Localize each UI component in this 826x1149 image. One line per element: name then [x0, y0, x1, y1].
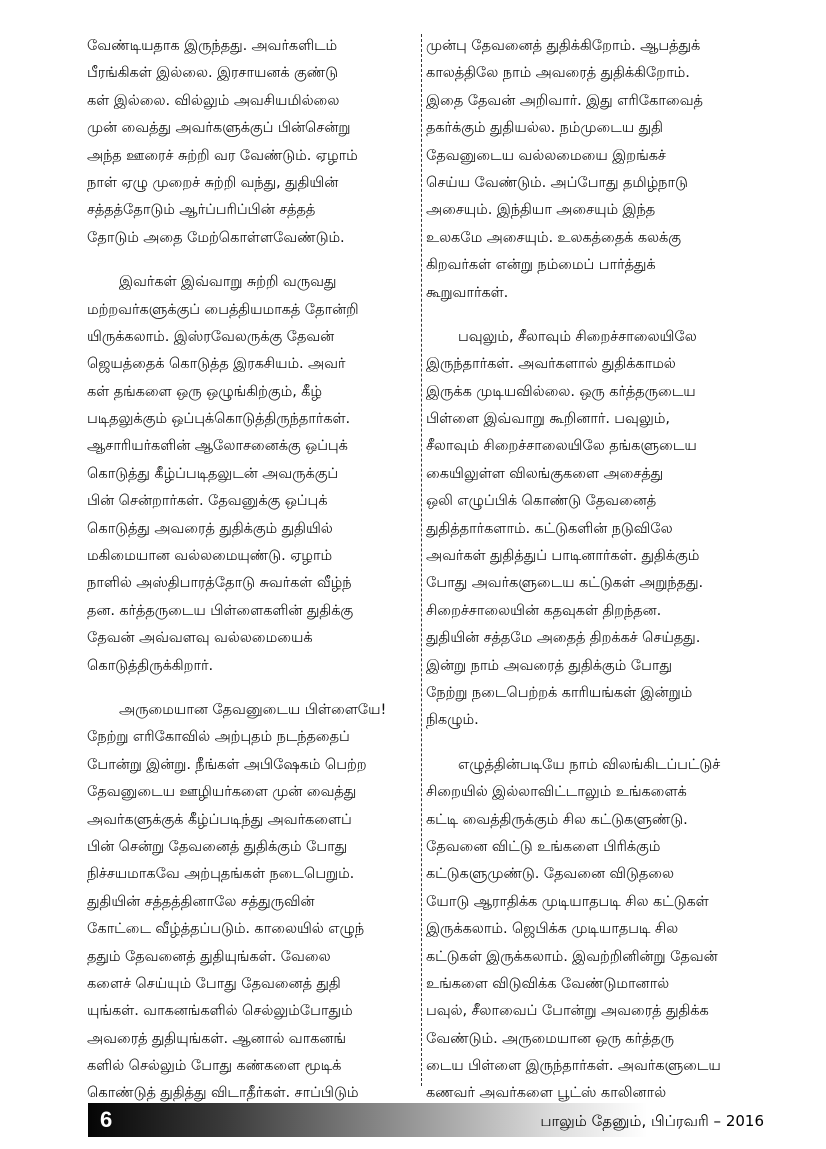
text-line: படிதலுக்கும் ஒப்புக்கொடுத்திருந்தார்கள். — [87, 410, 351, 428]
text-line: நிகழும். — [426, 711, 479, 729]
text-line: கையிலுள்ள விலங்குகளை அசைத்து — [426, 464, 664, 482]
text-line: கள் தங்களை ஒரு ஒழுங்கிற்கும், கீழ் — [87, 382, 322, 400]
text-line: களில் செல்லும் போது கண்களை மூடிக் — [87, 1057, 342, 1075]
text-line: வேண்டியதாக இருந்தது. அவர்களிடம் — [87, 37, 338, 54]
text-line: கொடுத்து கீழ்ப்படிதலுடன் அவருக்குப் — [87, 464, 339, 482]
text-line: பின் சென்றார்கள். தேவனுக்கு ஒப்புக் — [87, 492, 328, 510]
text-line: போது அவர்களுடைய கட்டுகள் அறுந்தது. — [426, 574, 703, 592]
text-line: எழுத்தின்படியே நாம் விலங்கிடப்பட்டுச் — [458, 755, 721, 773]
text-line: உங்களை விடுவிக்க வேண்டுமானால் — [426, 974, 670, 992]
text-line: கட்டி வைத்திருக்கும் சில கட்டுகளுண்டு. — [426, 810, 688, 828]
text-line: யிருக்கலாம். இஸ்ரவேலருக்கு தேவன் — [87, 327, 335, 345]
right-column-paragraph — [426, 32, 758, 306]
column-divider — [421, 34, 422, 1086]
text-line: பின் சென்று தேவனைத் துதிக்கும் போது — [87, 837, 348, 855]
text-line: நாள் ஏழு முறைச் சுற்றி வந்து, துதியின் — [87, 173, 339, 191]
text-line: முன்பு தேவனைத் துதிக்கிறோம். ஆபத்துக் — [426, 37, 701, 54]
text-line: அவர்களுக்குக் கீழ்ப்படிந்து அவர்களைப் — [87, 810, 352, 828]
right-column — [426, 32, 758, 1124]
text-line: சீலாவும் சிறைச்சாலையிலே தங்களுடைய — [426, 437, 697, 455]
text-line: உலகமே அசையும். உலகத்தைக் கலக்கு — [426, 228, 681, 246]
text-line: அவர்கள் துதித்துப் பாடினார்கள். துதிக்கும் — [426, 547, 700, 565]
text-line: நேற்று நடைபெற்றக் காரியங்கள் இன்றும் — [426, 683, 693, 701]
text-line: மகிமையான வல்லமையுண்டு. ஏழாம் — [87, 547, 333, 565]
text-line: கொடுத்திருக்கிறார். — [87, 656, 213, 674]
text-line: பிள்ளை இவ்வாறு கூறினார். பவுலும், — [426, 410, 670, 428]
footer-magazine-title: பாலும் தேனும், பிப்ரவரி – 2016 — [540, 1112, 764, 1130]
text-line: காலத்திலே நாம் அவரைத் துதிக்கிறோம். — [426, 64, 690, 82]
text-line: அசையும். இந்தியா அசையும் இந்த — [426, 201, 656, 219]
text-line: தேவனை விட்டு உங்களை பிரிக்கும் — [426, 837, 661, 855]
text-line: யோடு ஆராதிக்க முடியாதபடி சில கட்டுகள் — [426, 892, 709, 910]
text-line: சத்தத்தோடும் ஆர்ப்பரிப்பின் சத்தத் — [87, 201, 316, 219]
text-line: இருந்தார்கள். அவர்களால் துதிக்காமல் — [426, 355, 676, 373]
text-line: அவரைத் துதியுங்கள். ஆனால் வாகனங் — [87, 1029, 347, 1047]
text-line: செய்ய வேண்டும். அப்போது தமிழ்நாடு — [426, 173, 688, 191]
text-line: பவுல், சீலாவைப் போன்று அவரைத் துதிக்க — [426, 1002, 709, 1020]
text-line: நிச்சயமாகவே அற்புதங்கள் நடைபெறும். — [87, 865, 355, 883]
text-line: பீரங்கிகள் இல்லை. இரசாயனக் குண்டு — [87, 64, 339, 82]
text-line: ததும் தேவனைத் துதியுங்கள். வேலை — [87, 947, 331, 965]
left-column-paragraph — [87, 32, 419, 251]
text-line: கட்டுகள் இருக்கலாம். இவற்றினின்று தேவன் — [426, 947, 718, 965]
text-line: வேண்டும். அருமையான ஒரு கர்த்தரு — [426, 1029, 675, 1047]
text-line: பவுலும், சீலாவும் சிறைச்சாலையிலே — [458, 327, 697, 345]
text-line: அந்த ஊரைச் சுற்றி வர வேண்டும். ஏழாம் — [87, 146, 358, 164]
text-line: துதியின் சத்தமே அதைத் திறக்கச் செய்தது. — [426, 629, 701, 647]
text-line: கோட்டை வீழ்த்தப்படும். காலையில் எழுந் — [87, 920, 365, 938]
text-line: கிறவர்கள் என்று நம்மைப் பார்த்துக் — [426, 256, 656, 274]
left-column — [87, 32, 419, 1124]
text-line: இதை தேவன் அறிவார். இது எரிகோவைத் — [426, 91, 703, 109]
text-line: இன்று நாம் அவரைத் துதிக்கும் போது — [426, 656, 672, 674]
text-line: யுங்கள். வாகனங்களில் செல்லும்போதும் — [87, 1002, 353, 1020]
text-line: கொடுத்து அவரைத் துதிக்கும் துதியில் — [87, 519, 333, 537]
text-line: தகர்க்கும் துதியல்ல. நம்முடைய துதி — [426, 119, 663, 137]
text-line: இருக்கலாம். ஜெபிக்க முடியாதபடி சில — [426, 920, 679, 938]
text-line: முன் வைத்து அவர்களுக்குப் பின்சென்று — [87, 119, 351, 137]
text-line: கட்டுகளுமுண்டு. தேவனை விடுதலை — [426, 865, 675, 883]
text-line: நாளில் அஸ்திபாரத்தோடு சுவர்கள் வீழ்ந் — [87, 574, 352, 592]
text-line: போன்று இன்று. நீங்கள் அபிஷேகம் பெற்ற — [87, 755, 367, 773]
text-line: துதியின் சத்தத்தினாலே சத்துருவின் — [87, 892, 315, 910]
text-line: சிறைச்சாலையின் கதவுகள் திறந்தன. — [426, 601, 662, 619]
page-number: 6 — [100, 1107, 113, 1132]
text-line: நேற்று எரிகோவில் அற்புதம் நடந்ததைப் — [87, 728, 350, 746]
text-line: சிறையில் இல்லாவிட்டாலும் உங்களைக் — [426, 783, 687, 801]
text-line: கூறுவார்கள். — [426, 283, 509, 301]
text-line: மற்றவர்களுக்குப் பைத்தியமாகத் தோன்றி — [87, 300, 359, 318]
text-line: கள் இல்லை. வில்லும் அவசியமில்லை — [87, 91, 340, 109]
text-line: அருமையான தேவனுடைய பிள்ளையே! — [119, 700, 387, 718]
text-line: துதித்தார்களாம். கட்டுகளின் நடுவிலே — [426, 519, 673, 537]
text-line: தேவனுடைய வல்லமையை இறங்கச் — [426, 146, 666, 164]
text-line: தன. கர்த்தருடைய பிள்ளைகளின் துதிக்கு — [87, 601, 354, 619]
text-line: இவர்கள் இவ்வாறு சுற்றி வருவது — [119, 273, 337, 291]
text-line: ஜெயத்தைக் கொடுத்த இரகசியம். அவர் — [87, 355, 346, 373]
right-column-paragraph — [426, 323, 758, 734]
text-line: ஆசாரியர்களின் ஆலோசனைக்கு ஒப்புக் — [87, 437, 348, 455]
left-column-paragraph — [87, 268, 419, 679]
text-line: தேவனுடைய ஊழியர்களை முன் வைத்து — [87, 783, 357, 801]
left-column-paragraph — [87, 696, 419, 1107]
text-line: கொண்டுத் துதித்து விடாதீர்கள். சாப்பிடும் — [87, 1084, 359, 1102]
right-column-paragraph — [426, 751, 758, 1107]
text-line: தேவன் அவ்வளவு வல்லமையைக் — [87, 629, 313, 647]
text-line: கணவர் அவர்களை பூட்ஸ் காலினால் — [426, 1084, 667, 1102]
text-line: களைச் செய்யும் போது தேவனைத் துதி — [87, 974, 341, 992]
text-line: இருக்க முடியவில்லை. ஒரு கர்த்தருடைய — [426, 382, 696, 400]
text-line: ஒலி எழுப்பிக் கொண்டு தேவனைத் — [426, 492, 657, 510]
text-line: டைய பிள்ளை இருந்தார்கள். அவர்களுடைய — [426, 1057, 721, 1075]
text-line: தோடும் அதை மேற்கொள்ளவேண்டும். — [87, 228, 345, 246]
